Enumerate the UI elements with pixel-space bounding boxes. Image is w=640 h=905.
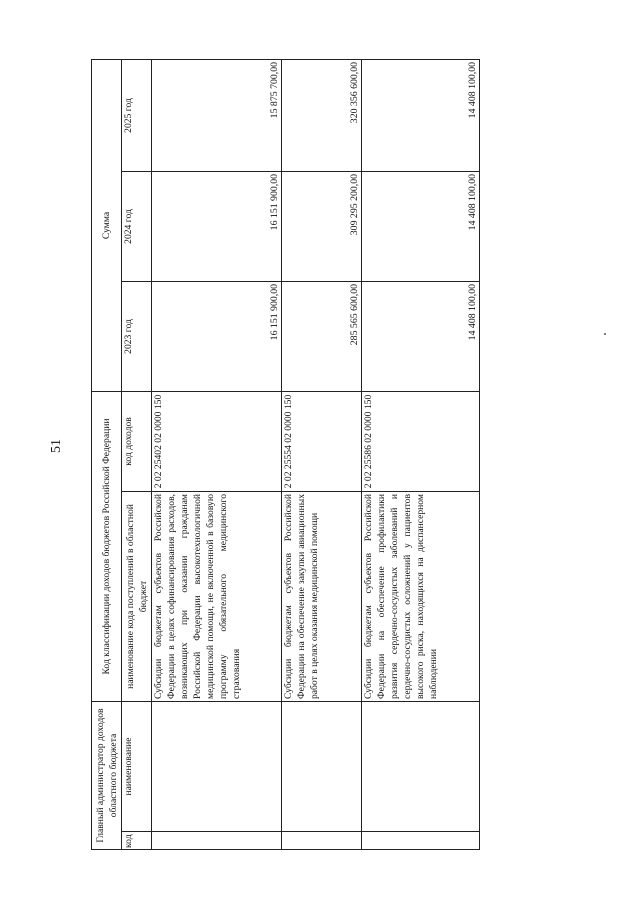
row-income-code: 2 02 25402 02 0000 150 <box>152 391 282 491</box>
row-income-code: 2 02 25554 02 0000 150 <box>282 391 362 491</box>
page-number: 51 <box>49 439 64 453</box>
row-sum-2024: 16 151 900,00 <box>152 171 282 281</box>
row-sum-2024: 14 408 100,00 <box>362 171 480 281</box>
row-description: Субсидии бюджетам субъектов Российской Федерации на обеспечение закупки авиационных работ в целях оказания медицинской помощи <box>282 492 362 702</box>
row-admin-name <box>282 702 362 832</box>
row-description: Субсидии бюджетам субъектов Российской Федерации на обеспечение профилактики развития сердечно-сосудистых заболеваний и сердечно-сосудистых осложнений у пациентов высокого риска, находящихся на диспансерном наблюдении <box>362 492 480 702</box>
header-admin-code: код <box>122 832 152 850</box>
income-table <box>91 59 480 850</box>
header-row-1 <box>92 59 122 849</box>
row-admin-name <box>362 702 480 832</box>
header-admin-group: Главный администратор доходов областного бюджета <box>92 702 122 850</box>
rotated-table-container <box>91 60 479 850</box>
header-year-2023: 2023 год <box>122 281 152 391</box>
header-income-name: наименование кода поступлений в областной бюджет <box>122 492 152 702</box>
row-income-code: 2 02 25586 02 0000 150 <box>362 391 480 491</box>
header-sum-group: Сумма <box>92 59 122 391</box>
row-admin-code <box>362 832 480 850</box>
row-admin-name <box>152 702 282 832</box>
header-row-2 <box>122 59 152 849</box>
row-admin-code <box>282 832 362 850</box>
row-sum-2023: 285 565 600,00 <box>282 281 362 391</box>
table-row <box>152 59 282 849</box>
header-income-code: код доходов <box>122 391 152 491</box>
row-sum-2023: 14 408 100,00 <box>362 281 480 391</box>
row-sum-2023: 16 151 900,00 <box>152 281 282 391</box>
row-sum-2024: 309 295 200,00 <box>282 171 362 281</box>
header-classification-group: Код классификации доходов бюджетов Российской Федерации <box>92 391 122 701</box>
row-sum-2025: 320 356 600,00 <box>282 59 362 171</box>
header-year-2025: 2025 год <box>122 59 152 171</box>
row-sum-2025: 15 875 700,00 <box>152 59 282 171</box>
header-admin-name: наименование <box>122 702 152 832</box>
header-year-2024: 2024 год <box>122 171 152 281</box>
row-admin-code <box>152 832 282 850</box>
row-sum-2025: 14 408 100,00 <box>362 59 480 171</box>
stray-mark <box>604 333 606 335</box>
table-row <box>362 59 480 849</box>
table-row <box>282 59 362 849</box>
row-description: Субсидии бюджетам субъектов Российской Федерации в целях софинансирования расходов, возникающих при оказании гражданам Российской Федерации высокотехнологичной медицинской помощи, не включенной в базовую программу обязательного медицинского страхования <box>152 492 282 702</box>
